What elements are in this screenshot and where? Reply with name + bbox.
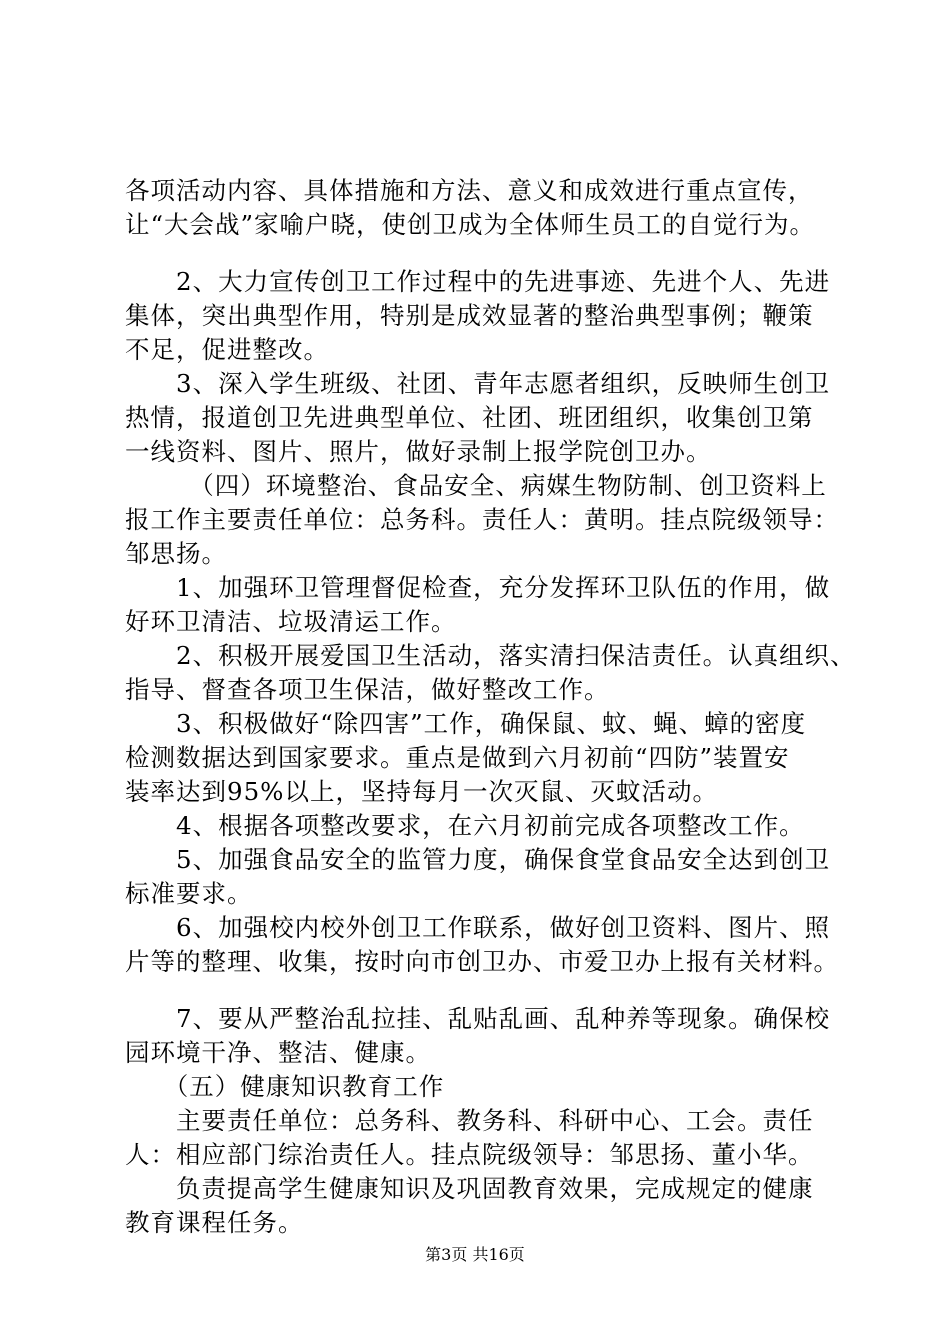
paragraph-line: 检测数据达到国家要求。重点是做到六月初前“四防”装置安 xyxy=(125,743,790,772)
paragraph-line: 3、积极做好“除四害”工作，确保鼠、蚊、蝇、蟑的密度 xyxy=(125,709,807,738)
paragraph-line: 好环卫清洁、垃圾清运工作。 xyxy=(125,607,457,636)
paragraph-line: 标准要求。 xyxy=(125,879,253,908)
paragraph-line: 3、深入学生班级、社团、青年志愿者组织，反映师生创卫 xyxy=(125,369,831,398)
paragraph-line: 报工作主要责任单位：总务科。责任人：黄明。挂点院级领导： xyxy=(125,505,839,534)
paragraph-line: 不足，促进整改。 xyxy=(125,335,329,364)
paragraph-line: 邹思扬。 xyxy=(125,539,227,568)
paragraph-line: 教育课程任务。 xyxy=(125,1208,304,1237)
paragraph-line: 1、加强环卫管理督促检查，充分发挥环卫队伍的作用，做 xyxy=(125,573,831,602)
paragraph-line: 5、加强食品安全的监管力度，确保食堂食品安全达到创卫 xyxy=(125,845,831,874)
section-heading-line: （五）健康知识教育工作 xyxy=(125,1072,445,1101)
paragraph-line: 负责提高学生健康知识及巩固教育效果，完成规定的健康 xyxy=(125,1174,814,1203)
page-number-footer: 第3页 共16页 xyxy=(425,1245,525,1264)
paragraph-line: 主要责任单位：总务科、教务科、科研中心、工会。责任 xyxy=(125,1106,814,1135)
section-heading-line: （四）环境整治、食品安全、病媒生物防制、创卫资料上 xyxy=(125,471,827,500)
paragraph-line: 园环境干净、整洁、健康。 xyxy=(125,1038,431,1067)
paragraph-line: 装率达到95%以上，坚持每月一次灭鼠、灭蚊活动。 xyxy=(125,777,718,806)
paragraph-line: 指导、督查各项卫生保洁，做好整改工作。 xyxy=(125,675,610,704)
paragraph-line: 4、根据各项整改要求，在六月初前完成各项整改工作。 xyxy=(125,811,805,840)
paragraph-line: 2、大力宣传创卫工作过程中的先进事迹、先进个人、先进 xyxy=(125,267,831,296)
paragraph-line: 各项活动内容、具体措施和方法、意义和成效进行重点宣传， xyxy=(125,176,814,205)
paragraph-line: 热情，报道创卫先进典型单位、社团、班团组织，收集创卫第 xyxy=(125,403,814,432)
paragraph-line: 片等的整理、收集，按时向市创卫办、市爱卫办上报有关材料。 xyxy=(125,947,839,976)
paragraph-line: 集体，突出典型作用，特别是成效显著的整治典型事例；鞭策 xyxy=(125,301,814,330)
paragraph-line: 2、积极开展爱国卫生活动，落实清扫保洁责任。认真组织、 xyxy=(125,641,856,670)
paragraph-line: 让“大会战”家喻户晓，使创卫成为全体师生员工的自觉行为。 xyxy=(125,210,816,239)
paragraph-line: 7、要从严整治乱拉挂、乱贴乱画、乱种养等现象。确保校 xyxy=(125,1004,831,1033)
paragraph-line: 6、加强校内校外创卫工作联系，做好创卫资料、图片、照 xyxy=(125,913,831,942)
paragraph-line: 人：相应部门综治责任人。挂点院级领导：邹思扬、董小华。 xyxy=(125,1140,814,1169)
paragraph-line: 一线资料、图片、照片，做好录制上报学院创卫办。 xyxy=(125,437,712,466)
